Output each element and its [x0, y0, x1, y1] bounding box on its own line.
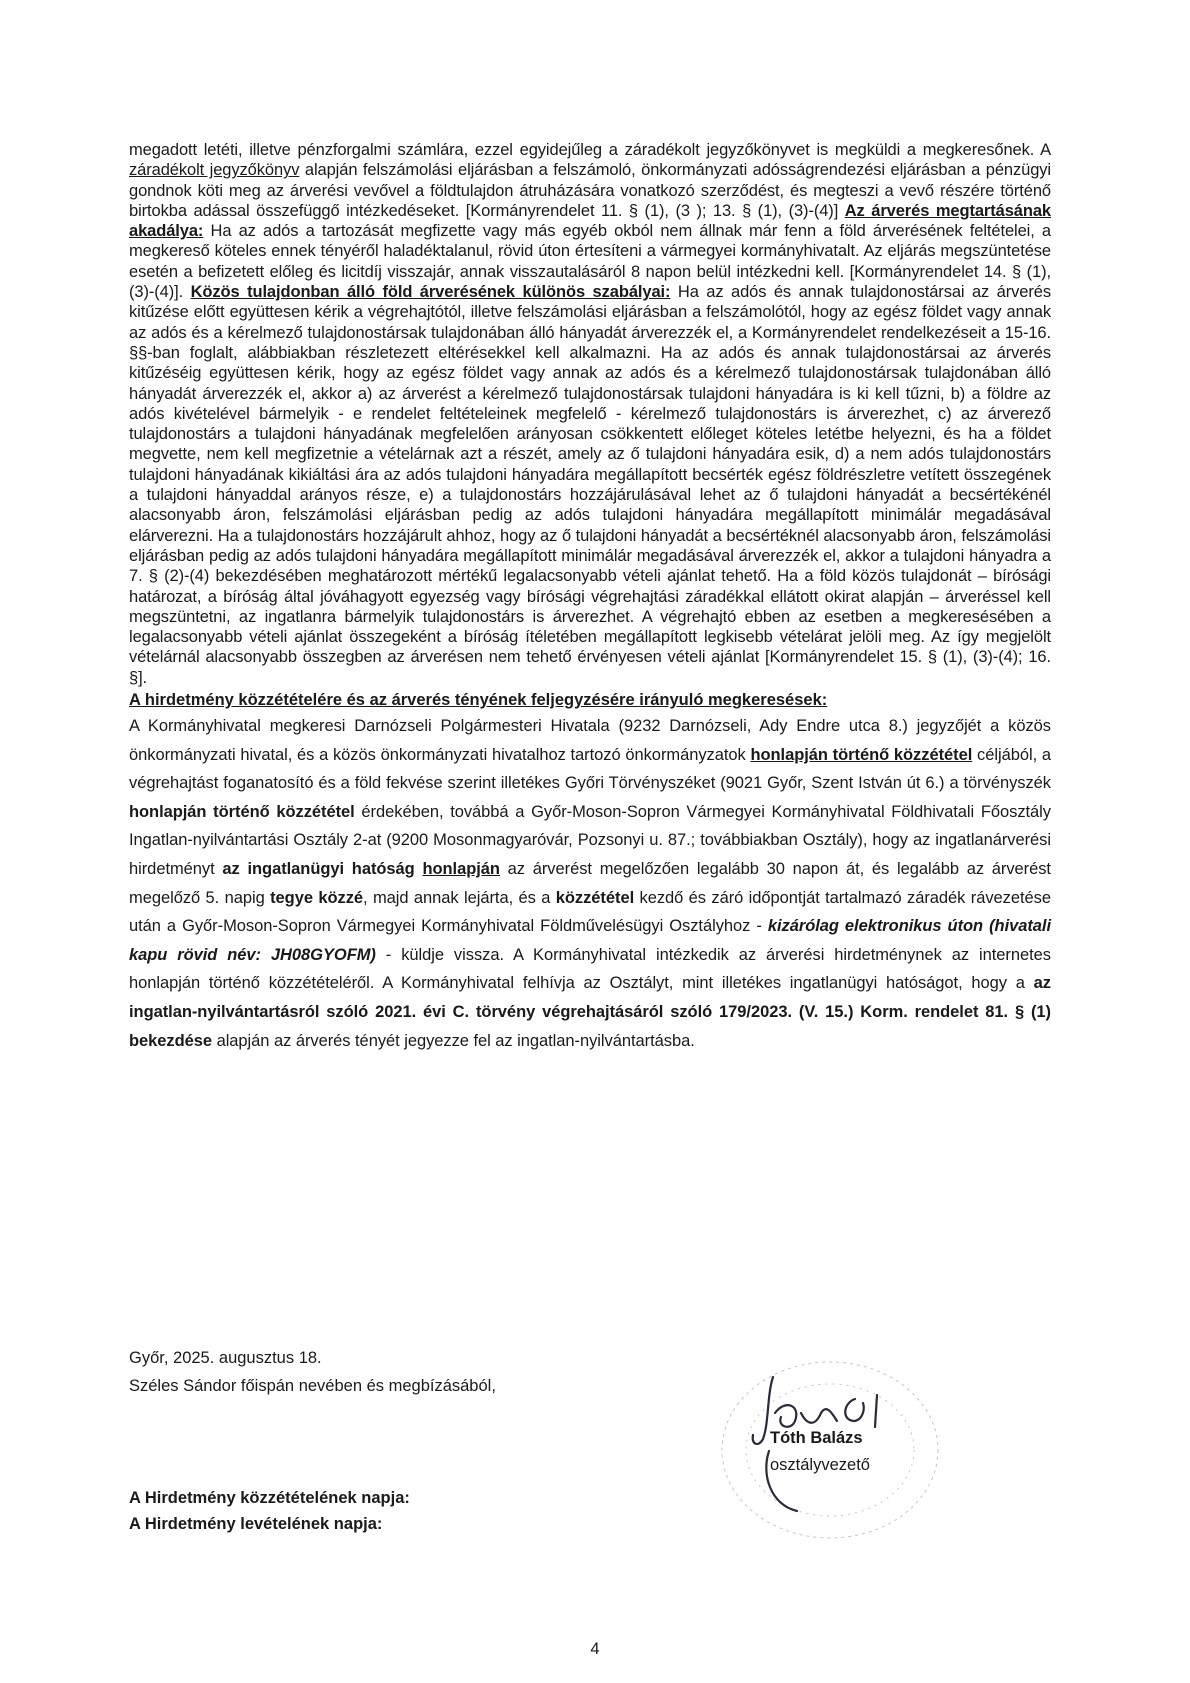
body-text: , majd annak lejárta, és a: [363, 888, 556, 907]
official-stamp-and-signature: [705, 1355, 955, 1545]
emphasis-text: Az árverés megtartásának akadálya:: [129, 201, 1051, 241]
section-heading-publication: A hirdetmény közzétételére és az árverés tényének feljegyzésére irányuló megkeresések:: [129, 691, 828, 710]
publication-dates: [129, 1485, 410, 1537]
body-text: céljából, a végrehajtást foganatosító és a föld fekvése szerint illetékes Győri Törvényszéket (9021 Győr, Szent István út 6.) a törvényszék: [129, 745, 1051, 793]
body-text: alapján az árverés tényét jegyezze fel az ingatlan-nyilvántartásba.: [212, 1031, 695, 1050]
emphasis-text: tegye közzé: [270, 888, 364, 907]
emphasis-text: honlapján történő közzététel: [129, 802, 355, 821]
body-text: - küldje vissza. A Kormányhivatal intézkedik az árverési hirdetménynek az internetes honlapján történő közzétételéről. A Kormányhivatal felhívja az Osztályt, mint illetékes ingatlanügyi hatóságot, hogy a: [129, 945, 1051, 993]
closing-block: [129, 1344, 629, 1400]
body-text: kezdő és záró időpontját tartalmazó záradék rávezetése után a Győr-Moson-Sopron Vármegyei Kormányhivatal Földművelésügyi Osztályhoz -: [129, 888, 1051, 936]
place-date: Győr, 2025. augusztus 18.: [129, 1349, 322, 1367]
emphasis-text: közzététel: [555, 888, 635, 907]
emphasis-text: záradékolt jegyzőkönyv: [129, 161, 300, 180]
body-text: alapján felszámolási eljárásban a felszámoló, önkormányzati adósságrendezési eljárásban a pénzügyi gondnok köti meg az árverési vevővel a földtulajdon átruházására vonatkozó szerződést, és megteszi a vevő részére történő birtokba adással összefüggő intézkedéseket. [Kormányrendelet 11. § (1), (3 ); 13. § (1), (3)-(4)]: [129, 161, 1052, 220]
document-body: [129, 140, 1051, 1055]
body-text: Ha az adós a tartozását megfizette vagy más egyéb okból nem állnak már fenn a föld árverésének feltételei, a megkereső köteles ennek tényéről haladéktalanul, rövid úton értesíteni a vármegyei kormányhivatalt. Az eljárás megszüntetése esetén a befizetett előleg és licitdíj visszajár, annak visszautalásáról 8 napon belül intézkedni kell. [Kormányrendelet 14. § (1), (3)-(4)].: [129, 222, 1051, 302]
body-text: érdekében, továbbá a Győr-Moson-Sopron Vármegyei Kormányhivatal Földhivatali Főosztály Ingatlan-nyilvántartási Osztály 2-at (9200 Mosonmagyaróvár, Pozsonyi u. 87.; továbbiakban Osztály), hogy az ingatlanárverési hirdetményt: [129, 802, 1051, 878]
signatory-title: osztályvezető: [770, 1456, 870, 1474]
on-behalf-line: Széles Sándor főispán nevében és megbízásából,: [129, 1377, 496, 1395]
paragraph-publication-requests: [129, 712, 1051, 1055]
publication-date-label: A Hirdetmény közzétételének napja:: [129, 1489, 410, 1507]
body-text: A Kormányhivatal megkeresi Darnózseli Polgármesteri Hivatala (9232 Darnózseli, Ady Endre utca 8.) jegyzőjét a közös önkormányzati hivatal, és a közös önkormányzati hivatalhoz tartozó önkormányzatok: [129, 717, 1051, 764]
signatory-name: Tóth Balázs: [770, 1429, 863, 1447]
emphasis-text: az ingatlan-nyilvántartásról szóló 2021. évi C. törvény végrehajtásáról szóló 179/2023. (V. 15.) Korm. rendelet 81. § (1) bekezdése: [129, 974, 1051, 1050]
body-text: Ha az adós és annak tulajdonostársai az árverés kitűzése előtt együttesen kérik a végrehajtótól, illetve felszámolási eljárásban a felszámolótól, hogy az egész földet vagy annak az adós és a kérelmező tulajdonostársak tulajdonában álló hányadát árverezzék el, a Kormányrendelet rendelkezéseit a 15-16. §§-ban foglalt, alábbiakban részletezett eltérésekkel kell alkalmazni. Ha az adós és annak tulajdonostársai az árverés kitűzéséig együttesen kérik, hogy az egész földet vagy annak az adós és a kérelmező tulajdonostársak tulajdonában álló hányadát árverezzék el, akkor a) az árverést a kérelmező tulajdonostársak tulajdoni hányadára is ki kell tűzni, b) a földre az adós kivételével bármelyik - e rendelet feltételeinek megfelelő - kérelmező tulajdonostárs is árverezhet, c) az árverező tulajdonostárs a tulajdoni hányadának megfelelően arányosan csökkentett előleget köteles letétbe helyezni, és ha a földet megvette, nem kell megfizetnie a vételárnak azt a részét, amely az ő tulajdoni hányadára esik, d) a nem adós tulajdonostárs tulajdoni hányadának kikiáltási ára az adós tulajdoni hányadára megállapított becsérték egész földrészletre vetített összegének a tulajdoni hányaddal arányos része, e) a tulajdonostárs hozzájárulásával lehet az ő tulajdoni hányadát a becsértékénél alacsonyabb áron, felszámolási eljárásban pedig az adós tulajdoni hányadára megállapított minimálár megadásával elárverezni. Ha a tulajdonostárs hozzájárult ahhoz, hogy az ő tulajdoni hányadát a becsértéknél alacsonyabb áron, felszámolási eljárásban pedig az adós tulajdoni hányadára megállapított minimálár megadásával árverezzék el, akkor a tulajdoni hányadra a 7. § (2)-(4) bekezdésében meghatározott mértékű legalacsonyabb vételi ajánlat tehető. Ha a föld közös tulajdonát – bírósági határozat, a bíróság által jóváhagyott egyezség vagy bírósági végrehajtási záradékkal ellátott okirat alapján – árveréssel kell megszüntetni, az ingatlanra bármelyik tulajdonostárs is árverezhet. A végrehajtó ebben az esetben a megkeresésében a legalacsonyabb vételi ajánlat összegeként a bíróság ítéletében megállapított legkisebb vételárat jelöli meg. Az így megjelölt vételárnál alacsonyabb összegben az árverésen nem tehető érvényesen vételi ajánlat [Kormányrendelet 15. § (1), (3)-(4); 16. §].: [129, 283, 1051, 687]
body-text: megadott letéti, illetve pénzforgalmi számlára, ezzel egyidejűleg a záradékolt jegyzőkönyvet is megküldi a megkeresőnek. A: [129, 141, 1051, 159]
emphasis-text: Közös tulajdonban álló föld árverésének különös szabályai:: [190, 283, 671, 302]
emphasis-text: az ingatlanügyi hatóság: [222, 859, 423, 878]
emphasis-text: honlapján: [422, 859, 500, 878]
paragraph-auction-rules: [129, 140, 1051, 688]
removal-date-label: A Hirdetmény levételének napja:: [129, 1515, 383, 1533]
emphasis-text: honlapján történő közzététel: [750, 745, 973, 764]
emphasis-text: kizárólag elektronikus úton (hivatali kapu rövid név: JH08GYOFM): [129, 917, 1051, 964]
page-number: 4: [590, 1640, 600, 1658]
body-text: az árverést megelőzően legalább 30 napon át, és legalább az árverést megelőző 5. napig: [129, 859, 1051, 907]
